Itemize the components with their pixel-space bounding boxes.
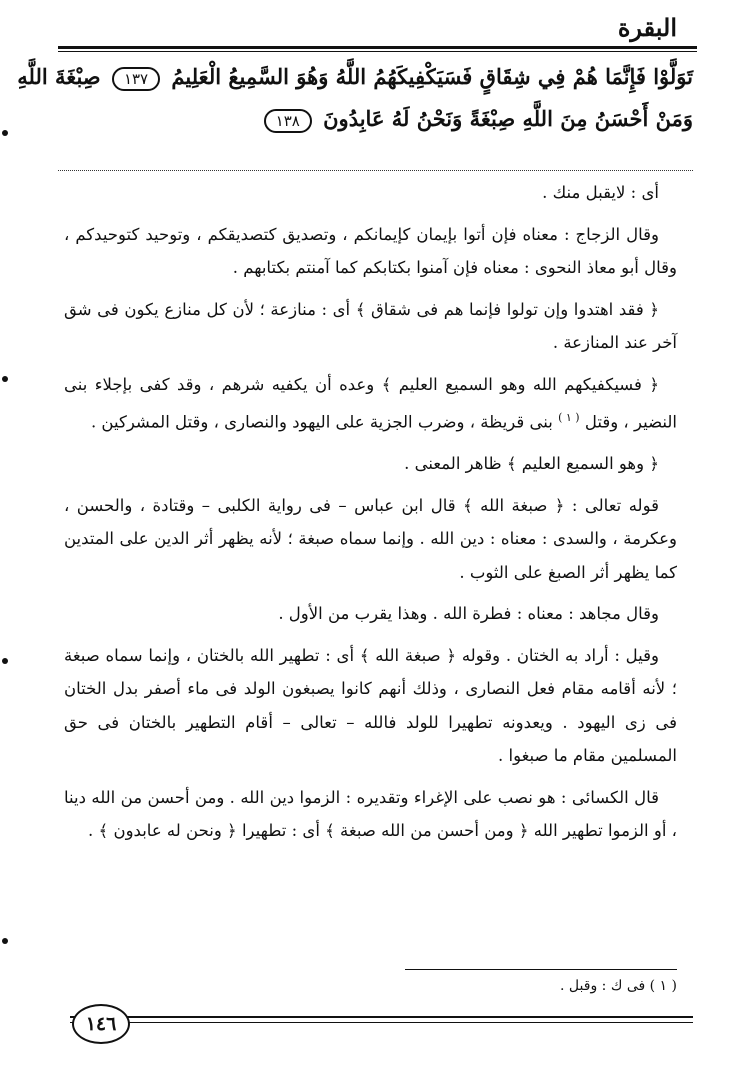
footnote-rule bbox=[405, 969, 677, 970]
footer-rule bbox=[70, 1016, 693, 1018]
commentary-paragraph: قوله تعالى : ﴿ صبغة الله ﴾ قال ابن عباس – فى رواية الكلبى – وقتادة ، والحسن ، وعكرمة ، والسدى : معناه : دين الله . وإنما سماه صبغة ؛ لأنه يظهر أثر الدين على المتدين كما يظهر أثر الصبغ على الثوب . bbox=[64, 495, 677, 582]
commentary-paragraph: وقال مجاهد : معناه : فطرة الله . وهذا يقرب من الأول . bbox=[278, 604, 659, 623]
verse-separator bbox=[58, 170, 693, 171]
verse-text-2: وَمَنْ أَحْسَنُ مِنَ اللَّهِ صِبْغَةً وَنَحْنُ لَهُ عَابِدُونَ bbox=[323, 106, 693, 131]
header-rule bbox=[58, 46, 697, 49]
binding-hole-dot bbox=[2, 376, 8, 382]
verse-text-1: تَوَلَّوْا فَإِنَّمَا هُمْ فِي شِقَاقٍ فَسَيَكْفِيكَهُمُ اللَّهُ وَهُوَ السَّمِيعُ الْعَلِيمُ bbox=[171, 64, 693, 89]
verse-line-1 bbox=[17, 56, 693, 98]
footnote-reference: ( ١ ) bbox=[558, 411, 580, 424]
quran-verse-block bbox=[17, 56, 693, 140]
verse-text-1-tail: صِبْغَةَ اللَّهِ bbox=[17, 64, 101, 89]
commentary-text: ﴿ فسيكفيكهم الله وهو السميع العليم ﴾ وعده أن يكفيه شرهم ، وقد كفى بإجلاء بنى النضير ، وقتل bbox=[64, 374, 677, 432]
header-rule-thin bbox=[58, 51, 697, 52]
commentary-paragraph: ﴿ فقد اهتدوا وإن تولوا فإنما هم فى شقاق ﴾ أى : منازعة ؛ لأن كل منازع يكون فى شق آخر عند المنازعة . bbox=[64, 299, 677, 352]
page-number: ١٤٦ bbox=[72, 1004, 130, 1044]
surah-title: البقرة bbox=[617, 13, 677, 42]
ayah-number-marker: ١٣٧ bbox=[112, 67, 160, 91]
binding-hole-dot bbox=[2, 658, 8, 664]
commentary-paragraph: ﴿ وهو السميع العليم ﴾ ظاهر المعنى . bbox=[404, 454, 659, 473]
commentary-paragraph: وقال الزجاج : معناه فإن أتوا بإيمان كإيمانكم ، وتصديق كتصديقكم ، وتوحيد كتوحيدكم ، وقال أبو معاذ النحوى : معناه فإن آمنوا بكتابكم كما آمنتم بكتابهم . bbox=[64, 224, 677, 277]
commentary-paragraph: وقيل : أراد به الختان . وقوله ﴿ صبغة الله ﴾ أى : تطهير الله بالختان ، وإنما سماه صبغة ؛ لأنه أقامه مقام فعل النصارى ، وذلك أنهم كانوا يصبغون الولد فى ماء أصفر بدل الختان فى زى اليهود . ويعدونه تطهيرا للولد فالله – تعالى – أقام التطهير بالختان فى حق المسلمين مقام ما صبغوا . bbox=[64, 645, 677, 765]
commentary-paragraph: قال الكسائى : هو نصب على الإغراء وتقديره : الزموا دين الله . ومن أحسن من الله دينا ، أو الزموا تطهير الله ﴿ ومن أحسن من الله صبغة ﴾ أى : تطهيرا ﴿ ونحن له عابدون ﴾ . bbox=[64, 787, 677, 840]
binding-hole-dot bbox=[2, 938, 8, 944]
ayah-number-marker: ١٣٨ bbox=[264, 109, 312, 133]
commentary-paragraph bbox=[64, 368, 677, 440]
binding-hole-dot bbox=[2, 130, 8, 136]
footnote: ( ١ ) فى ك : وقبل . bbox=[560, 978, 677, 994]
commentary-text: بنى قريظة ، وضرب الجزية على اليهود والنصارى ، وقتل المشركين . bbox=[90, 412, 553, 432]
commentary-paragraph: أى : لايقبل منك . bbox=[542, 183, 659, 202]
footer-rule-thin bbox=[70, 1022, 693, 1023]
verse-line-2 bbox=[58, 98, 693, 140]
tafsir-commentary bbox=[64, 176, 677, 856]
